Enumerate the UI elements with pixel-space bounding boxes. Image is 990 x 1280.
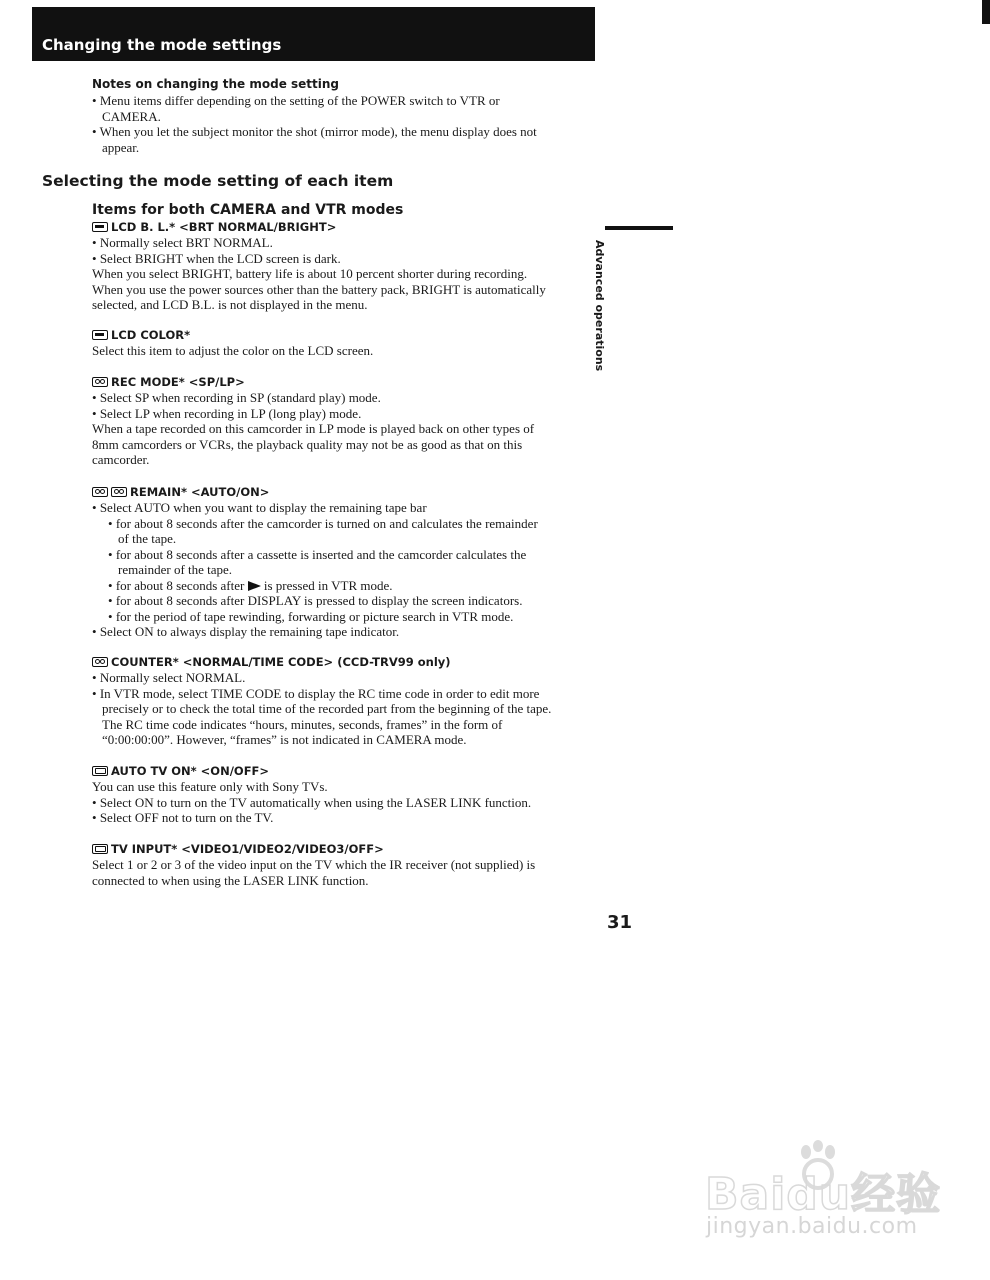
subsection-title: Items for both CAMERA and VTR modes (92, 202, 404, 218)
play-icon (248, 581, 261, 591)
item-line: • Select ON to always display the remaining tape indicator. (92, 624, 592, 640)
item-line (92, 578, 592, 594)
item-counter (92, 655, 592, 748)
item-line: of the tape. (118, 531, 177, 546)
item-line: • Normally select NORMAL. (92, 670, 592, 686)
item-lcd-bl (92, 220, 592, 313)
item-line: • Select OFF not to turn on the TV. (92, 810, 592, 826)
item-title: REMAIN* <AUTO/ON> (130, 485, 270, 499)
item-line: “0:00:00:00”. However, “frames” is not indicated in CAMERA mode. (102, 732, 467, 747)
side-section-label: Advanced operations (593, 240, 606, 372)
item-line: selected, and LCD B.L. is not displayed in the menu. (92, 297, 368, 312)
tape-icon (111, 487, 127, 497)
item-line: You can use this feature only with Sony TVs. (92, 779, 328, 794)
lcd-icon (92, 222, 108, 232)
item-line: • for about 8 seconds after the camcorder is turned on and calculates the remainder (92, 516, 592, 532)
item-line: • Select LP when recording in LP (long play) mode. (92, 406, 592, 422)
item-line: Select 1 or 2 or 3 of the video input on the TV which the IR receiver (not supplied) is (92, 857, 536, 872)
item-line: When you select BRIGHT, battery life is about 10 percent shorter during recording. (92, 266, 528, 281)
item-lcd-color (92, 328, 592, 359)
tape-icon (92, 377, 108, 387)
item-line: remainder of the tape. (118, 562, 233, 577)
item-title: LCD B. L.* <BRT NORMAL/BRIGHT> (111, 220, 337, 234)
item-line: camcorder. (92, 452, 150, 467)
item-line: • In VTR mode, select TIME CODE to display the RC time code in order to edit more (92, 686, 592, 702)
item-heading (92, 485, 592, 500)
item-line: • Normally select BRT NORMAL. (92, 235, 592, 251)
note-line: • When you let the subject monitor the shot (mirror mode), the menu display does not (92, 124, 592, 140)
note-line: CAMERA. (102, 108, 161, 124)
side-tab-bar (605, 226, 673, 230)
watermark-brand: Baidu经验 (705, 1169, 942, 1220)
item-heading (92, 328, 592, 343)
note-line: appear. (102, 139, 140, 155)
item-rec-mode (92, 375, 592, 468)
item-line: • Select SP when recording in SP (standard play) mode. (92, 390, 592, 406)
item-heading (92, 655, 592, 670)
item-heading (92, 842, 592, 857)
item-line: • for about 8 seconds after a cassette is inserted and the camcorder calculates the (92, 547, 592, 563)
item-title: COUNTER* <NORMAL/TIME CODE> (CCD-TRV99 only) (111, 655, 451, 669)
page-title: Changing the mode settings (42, 36, 282, 54)
item-line-part: for about 8 seconds after (115, 577, 245, 593)
item-heading (92, 220, 592, 235)
item-tv-input (92, 842, 592, 888)
notes-block (92, 93, 592, 155)
item-title: REC MODE* <SP/LP> (111, 375, 245, 389)
item-line: 8mm camcorders or VCRs, the playback quality may not be as good as that on this (92, 436, 523, 452)
item-line: • Select AUTO when you want to display the remaining tape bar (92, 500, 592, 516)
item-heading (92, 375, 592, 390)
item-line: precisely or to check the total time of the recorded part from the beginning of the tape. (102, 701, 552, 716)
item-line: connected to when using the LASER LINK function. (92, 872, 369, 888)
note-line: • Menu items differ depending on the setting of the POWER switch to VTR or (92, 93, 592, 109)
item-line: • Select ON to turn on the TV automatically when using the LASER LINK function. (92, 795, 592, 811)
item-line: • Select BRIGHT when the LCD screen is dark. (92, 251, 592, 267)
item-line: When you use the power sources other than the battery pack, BRIGHT is automatically (92, 281, 546, 297)
item-line: • for about 8 seconds after DISPLAY is pressed to display the screen indicators. (92, 593, 592, 609)
tv-icon (92, 766, 108, 776)
item-line: • for the period of tape rewinding, forwarding or picture search in VTR mode. (92, 609, 592, 625)
item-line: Select this item to adjust the color on the LCD screen. (92, 343, 374, 358)
item-line: The RC time code indicates “hours, minutes, seconds, frames” in the form of (102, 716, 503, 732)
tape-icon (92, 487, 108, 497)
watermark-url: jingyan.baidu.com (706, 1214, 918, 1239)
section-title: Selecting the mode setting of each item (42, 172, 394, 190)
item-heading (92, 764, 592, 779)
item-line-part: is pressed in VTR mode. (263, 577, 393, 593)
item-title: AUTO TV ON* <ON/OFF> (111, 764, 270, 778)
item-line: When a tape recorded on this camcorder in LP mode is played back on other types of (92, 421, 535, 436)
notes-heading: Notes on changing the mode setting (92, 77, 340, 91)
item-title: LCD COLOR* (111, 328, 191, 342)
item-title: TV INPUT* <VIDEO1/VIDEO2/VIDEO3/OFF> (111, 842, 384, 856)
page-number: 31 (607, 912, 633, 933)
item-remain (92, 485, 592, 640)
item-auto-tv-on (92, 764, 592, 826)
tape-icon (92, 657, 108, 667)
tv-icon (92, 844, 108, 854)
lcd-icon (92, 330, 108, 340)
